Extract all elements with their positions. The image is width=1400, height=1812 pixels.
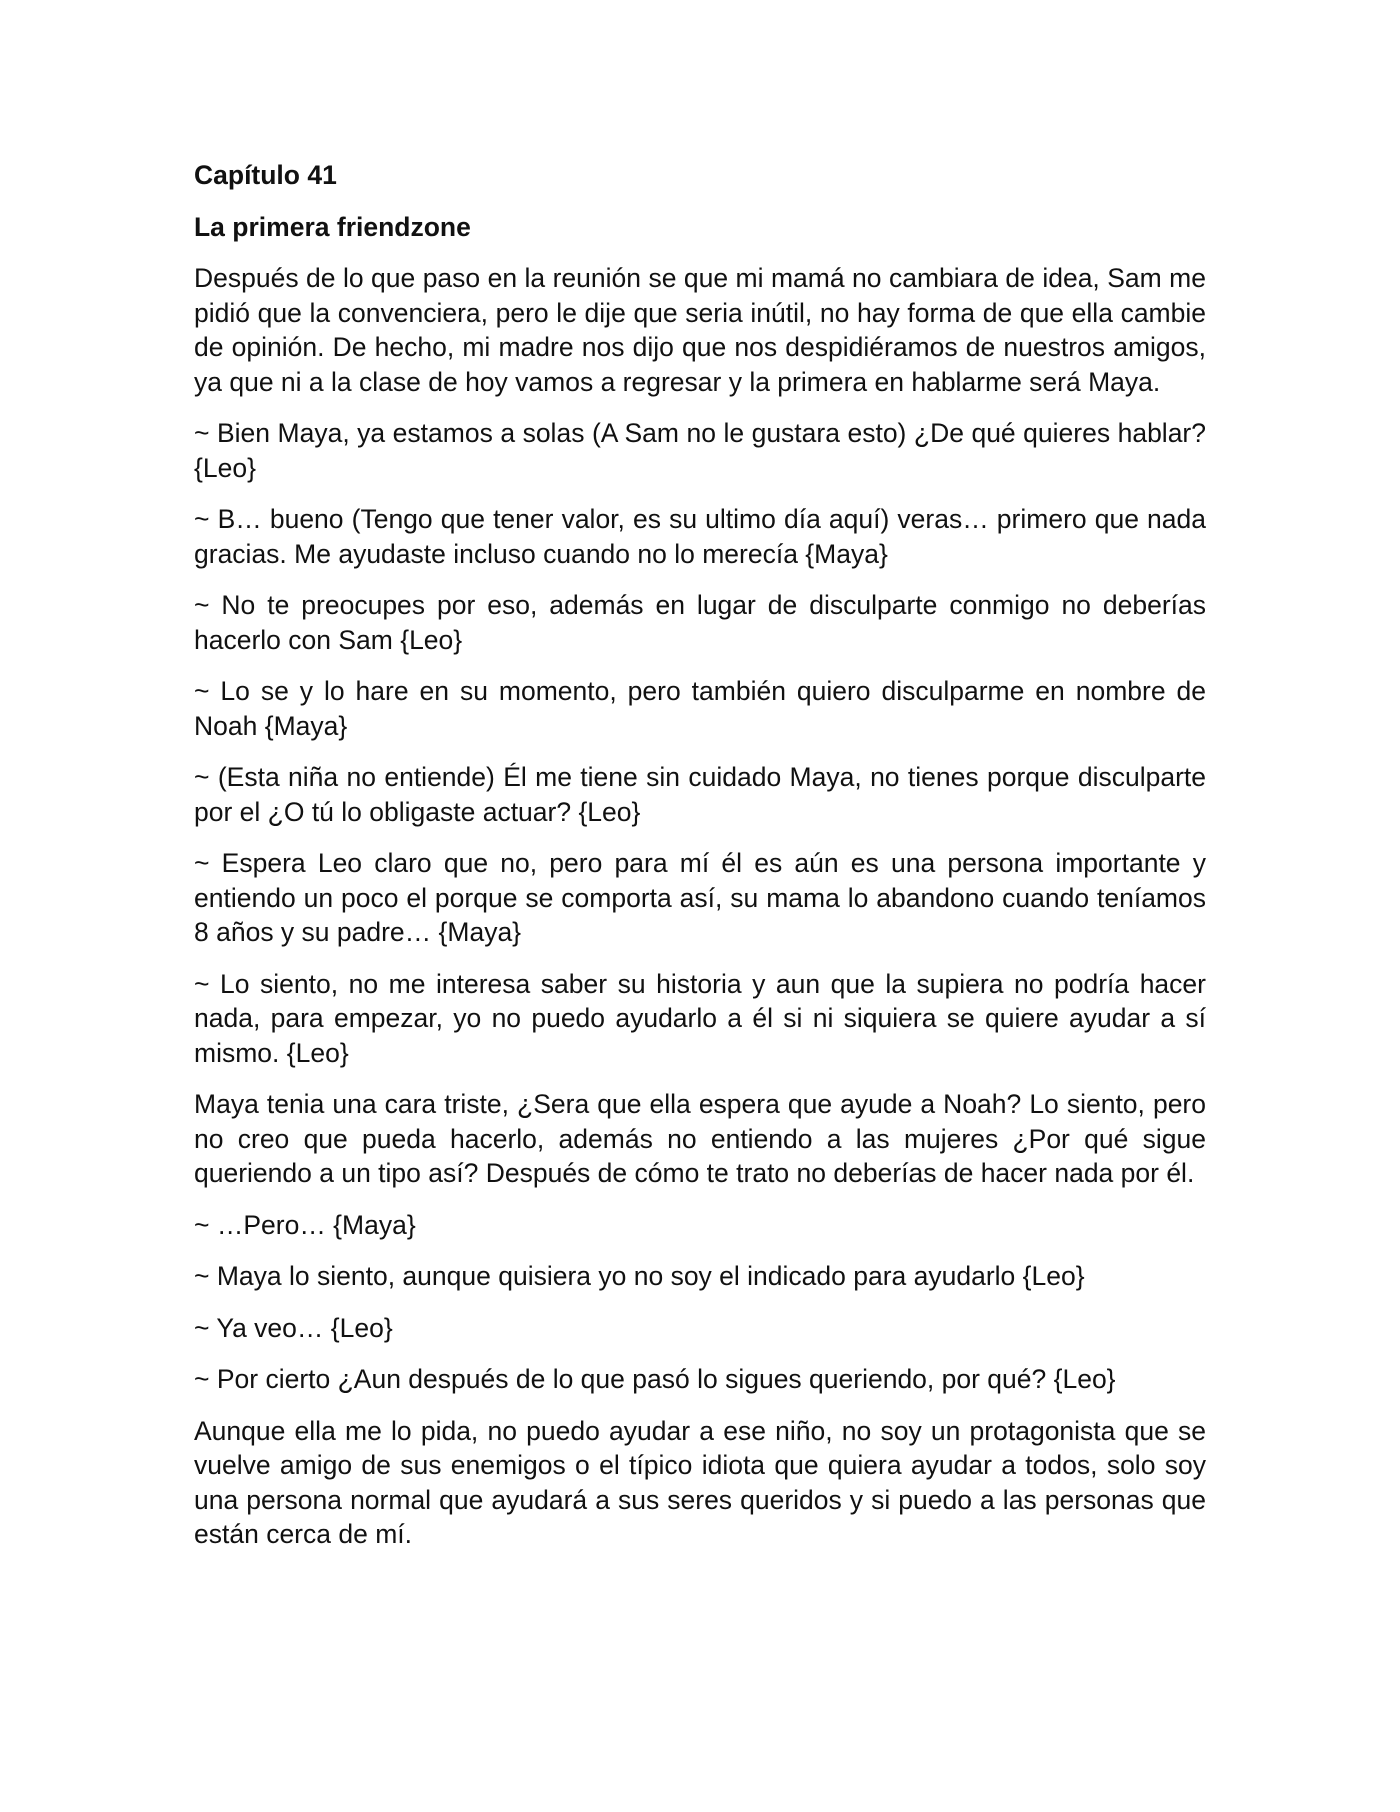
dialogue-line-4: ~ Lo se y lo hare en su momento, pero también quiero disculparme en nombre de Noah {Maya} bbox=[194, 676, 1206, 741]
paragraph-3: Aunque ella me lo pida, no puedo ayudar a ese niño, no soy un protagonista que se vuelve amigo de sus enemigos o el típico idiota que quiera ayudar a todos, solo soy una persona normal que ayudará a sus seres queridos y si puedo a las personas que están cerca de mí. bbox=[194, 1415, 1206, 1549]
dialogue-line-8: ~ …Pero… {Maya} bbox=[194, 1209, 416, 1240]
chapter-heading: Capítulo 41 bbox=[194, 160, 337, 190]
paragraph-2: Maya tenia una cara triste, ¿Sera que ella espera que ayude a Noah? Lo siento, pero no creo que pueda hacerlo, además no entiendo a las mujeres ¿Por qué sigue queriendo a un tipo así? Después de cómo te trato no deberías de hacer nada por él. bbox=[194, 1089, 1206, 1188]
paragraph-1: Después de lo que paso en la reunión se que mi mamá no cambiara de idea, Sam me pidió que la convenciera, pero le dije que seria inútil, no hay forma de que ella cambie de opinión. De hecho, mi madre nos dijo que nos despidiéramos de nuestros amigos, ya que ni a la clase de hoy vamos a regresar y la primera en hablarme será Maya. bbox=[194, 263, 1206, 397]
dialogue-line-7: ~ Lo siento, no me interesa saber su historia y aun que la supiera no podría hacer nada, para empezar, yo no puedo ayudarlo a él si ni siquiera se quiere ayudar a sí mismo. {Leo} bbox=[194, 968, 1206, 1068]
dialogue-line-10: ~ Ya veo… {Leo} bbox=[194, 1312, 393, 1343]
dialogue-line-1: ~ Bien Maya, ya estamos a solas (A Sam no le gustara esto) ¿De qué quieres hablar? {Leo} bbox=[194, 418, 1206, 483]
dialogue-line-3: ~ No te preocupes por eso, además en lugar de disculparte conmigo no deberías hacerlo con Sam {Leo} bbox=[194, 590, 1206, 655]
dialogue-line-9: ~ Maya lo siento, aunque quisiera yo no soy el indicado para ayudarlo {Leo} bbox=[194, 1261, 1085, 1291]
document-page bbox=[194, 158, 1206, 1569]
dialogue-line-11: ~ Por cierto ¿Aun después de lo que pasó lo sigues queriendo, por qué? {Leo} bbox=[194, 1364, 1116, 1394]
dialogue-line-2: ~ B… bueno (Tengo que tener valor, es su ultimo día aquí) veras… primero que nada gracias. Me ayudaste incluso cuando no lo merecía {Maya} bbox=[194, 504, 1206, 569]
chapter-title: La primera friendzone bbox=[194, 211, 471, 242]
dialogue-line-6: ~ Espera Leo claro que no, pero para mí él es aún es una persona importante y entiendo un poco el porque se comporta así, su mama lo abandono cuando teníamos 8 años y su padre… {Maya} bbox=[194, 848, 1206, 947]
dialogue-line-5: ~ (Esta niña no entiende) Él me tiene sin cuidado Maya, no tienes porque disculparte por el ¿O tú lo obligaste actuar? {Leo} bbox=[194, 762, 1206, 827]
